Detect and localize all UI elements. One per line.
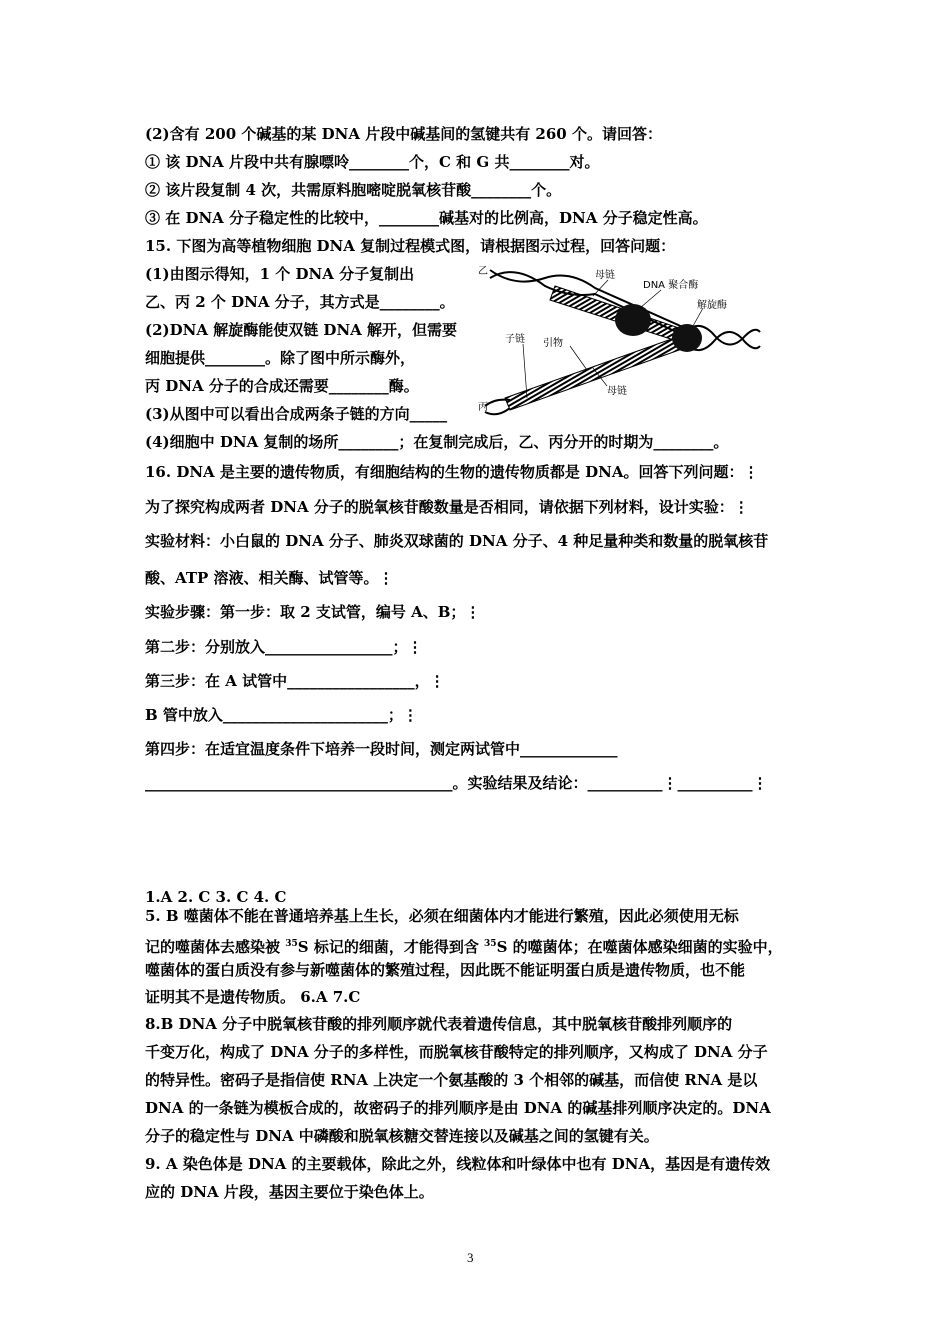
- question-line: ② 该片段复制 4 次，共需原料胞嘧啶脱氧核苷酸________个。: [145, 181, 562, 199]
- question-line: (2)DNA 解旋酶能使双链 DNA 解开，但需要: [145, 321, 458, 339]
- answer-line: 应的 DNA 片段，基因主要位于染色体上。: [145, 1183, 434, 1201]
- lower-dna-strand: [485, 336, 685, 414]
- answer-line: 千变万化，构成了 DNA 分子的多样性，而脱氧核苷酸特定的排列顺序，又构成了 DNA 分子: [145, 1043, 768, 1061]
- question-line: 细胞提供________。除了图中所示酶外，: [145, 349, 416, 367]
- question-line: (2)含有 200 个碱基的某 DNA 片段中碱基间的氢键共有 260 个。请回答：: [145, 125, 662, 143]
- question-line: 第四步：在适宜温度条件下培养一段时间，测定两试管中_____________: [145, 740, 618, 758]
- question-line: ③ 在 DNA 分子稳定性的比较中，________碱基对的比例高，DNA 分子稳定性高。: [145, 209, 708, 227]
- label-yi: 乙: [478, 266, 488, 277]
- question-line: (4)细胞中 DNA 复制的场所________；在复制完成后，乙、丙分开的时期为________。: [145, 433, 729, 451]
- answer-line: DNA 的一条链为模板合成的，故密码子的排列顺序是由 DNA 的碱基排列顺序决定的。DNA: [145, 1099, 771, 1117]
- label-helicase: 解旋酶: [697, 300, 727, 311]
- dna-polymerase-blob: [615, 304, 651, 336]
- question-line: 第二步：分别放入_________________；⋮: [145, 638, 423, 656]
- answer-line: 分子的稳定性与 DNA 中磷酸和脱氧核糖交替连接以及碱基之间的氢键有关。: [145, 1127, 659, 1145]
- question-line: 实验步骤：第一步：取 2 支试管，编号 A、B；⋮: [145, 603, 481, 621]
- answer-line: 记的噬菌体去感染被 $^{35}$S 标记的细菌，才能得到含 $^{35}$S 的噬菌体；在噬菌体感染细菌的实验中，: [145, 938, 783, 956]
- label-parent-strand-bottom: 母链: [607, 386, 627, 397]
- answer-line: 1.A 2. C 3. C 4. C: [145, 888, 287, 906]
- question-line: ① 该 DNA 片段中共有腺嘌呤________个，C 和 G 共________对。: [145, 153, 600, 171]
- answer-line: 9. A 染色体是 DNA 的主要载体，除此之外，线粒体和叶绿体中也有 DNA，基因是有遗传效: [145, 1155, 771, 1173]
- question-line: _________________________________________。实验结果及结论：__________⋮__________⋮: [145, 774, 768, 792]
- question-line: 乙、丙 2 个 DNA 分子，其方式是________。: [145, 293, 455, 311]
- answer-line: 8.B DNA 分子中脱氧核苷酸的排列顺序就代表着遗传信息，其中脱氧核苷酸排列顺序的: [145, 1015, 733, 1033]
- question-line: 为了探究构成两者 DNA 分子的脱氧核苷酸数量是否相同，请依据下列材料，设计实验：⋮: [145, 498, 749, 516]
- answer-line: 5. B 噬菌体不能在普通培养基上生长，必须在细菌体内才能进行繁殖，因此必须使用无标: [145, 907, 739, 925]
- label-parent-strand-top: 母链: [595, 270, 615, 281]
- question-line: 第三步：在 A 试管中_________________，⋮: [145, 672, 445, 690]
- question-line: 丙 DNA 分子的合成还需要________酶。: [145, 377, 419, 395]
- question-line: B 管中放入______________________；⋮: [145, 706, 418, 724]
- question-15-title: 15. 下图为高等植物细胞 DNA 复制过程模式图，请根据图示过程，回答问题：: [145, 237, 676, 255]
- label-primer: 引物: [543, 338, 563, 349]
- dna-replication-diagram: [475, 258, 765, 418]
- page-number: 3: [467, 1250, 474, 1265]
- helicase-blob: [672, 324, 702, 352]
- question-16-title: 16. DNA 是主要的遗传物质，有细胞结构的生物的遗传物质都是 DNA。回答下列问题：⋮: [145, 463, 759, 481]
- question-line: (1)由图示得知，1 个 DNA 分子复制出: [145, 265, 415, 283]
- question-line: (3)从图中可以看出合成两条子链的方向_____: [145, 405, 448, 423]
- question-line: 酸、ATP 溶液、相关酶、试管等。⋮: [145, 569, 394, 587]
- answer-line: 的特异性。密码子是指信使 RNA 上决定一个氨基酸的 3 个相邻的碱基，而信使 RNA 是以: [145, 1071, 758, 1089]
- question-line: 实验材料：小白鼠的 DNA 分子、肺炎双球菌的 DNA 分子、4 种足量种类和数量的脱氧核苷: [145, 532, 769, 550]
- answer-line: 噬菌体的蛋白质没有参与新噬菌体的繁殖过程，因此既不能证明蛋白质是遗传物质，也不能: [145, 961, 746, 979]
- label-bing: 丙: [478, 402, 488, 413]
- label-daughter-strand: 子链: [505, 334, 525, 345]
- label-dna-polymerase: DNA 聚合酶: [643, 280, 699, 291]
- answer-line: 证明其不是遗传物质。 6.A 7.C: [145, 988, 361, 1006]
